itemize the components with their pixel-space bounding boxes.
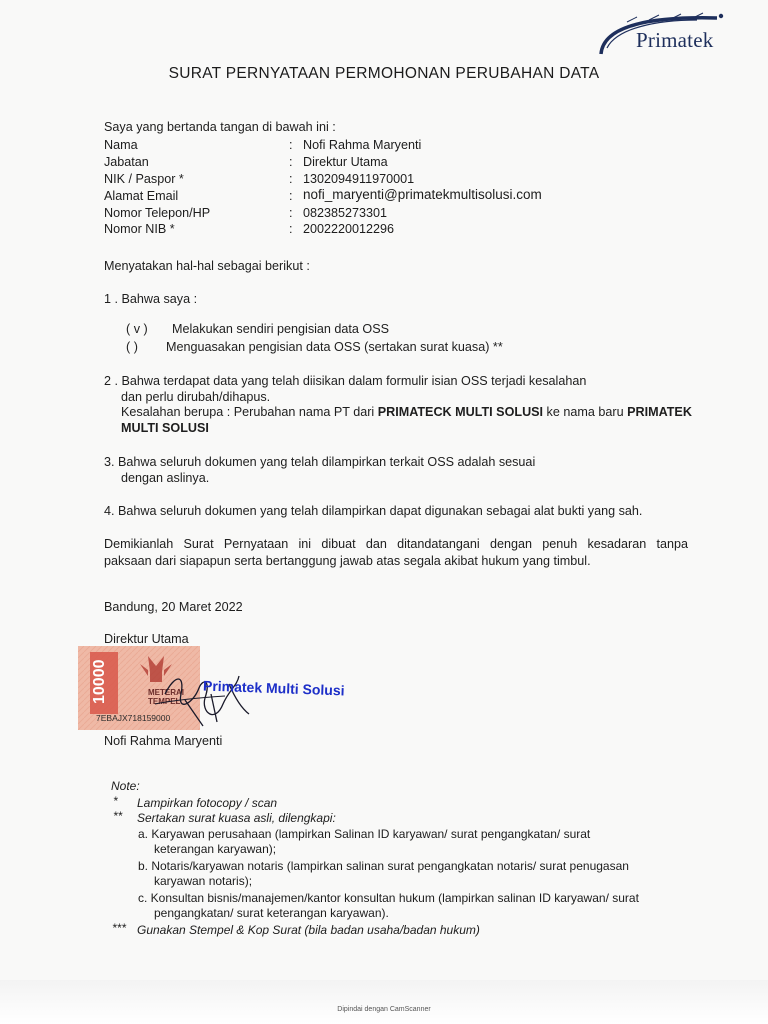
point2-line3-middle: ke nama baru bbox=[543, 405, 628, 419]
note-c-line2: pengangkatan/ surat keterangan karyawan). bbox=[154, 906, 389, 920]
field-label: NIK / Paspor * bbox=[104, 172, 184, 186]
field-label: Jabatan bbox=[104, 155, 149, 169]
field-value: 082385273301 bbox=[303, 206, 388, 220]
point2-line2: dan perlu dirubah/dihapus. bbox=[121, 390, 271, 404]
stamp-label: METERAI TEMPEL bbox=[148, 688, 184, 706]
field-value: 2002220012296 bbox=[303, 222, 395, 236]
field-label: Nomor NIB * bbox=[104, 222, 175, 236]
option1-checkmark: ( v ) bbox=[126, 322, 148, 336]
field-colon: : bbox=[289, 172, 293, 186]
new-company-name-continued: MULTI SOLUSI bbox=[121, 421, 209, 435]
stamp-value: 10000 bbox=[91, 659, 108, 704]
note-b-line1: b. Notaris/karyawan notaris (lampirkan salinan surat pengangkatan notaris/ surat penugasan bbox=[138, 859, 629, 873]
closing-line1: Demikianlah Surat Pernyataan ini dibuat dan ditandatangani dengan penuh kesadaran tanpa bbox=[104, 537, 688, 551]
signer-position: Direktur Utama bbox=[104, 632, 189, 646]
field-value: nofi_maryenti@primatekmultisolusi.com bbox=[303, 187, 542, 202]
point3-line2: dengan aslinya. bbox=[121, 471, 210, 485]
field-label: Nomor Telepon/HP bbox=[104, 206, 211, 220]
field-value: 1302094911970001 bbox=[303, 172, 415, 186]
point3-line1: 3. Bahwa seluruh dokumen yang telah dilampirkan terkait OSS adalah sesuai bbox=[104, 455, 536, 469]
old-company-name: PRIMATECK MULTI SOLUSI bbox=[377, 405, 544, 419]
field-colon: : bbox=[289, 189, 293, 203]
point2-line3-prefix: Kesalahan berupa : Perubahan nama PT dari bbox=[121, 405, 378, 419]
intro-text: Saya yang bertanda tangan di bawah ini : bbox=[104, 120, 336, 134]
note3-text: Gunakan Stempel & Kop Surat (bila badan usaha/badan hukum) bbox=[137, 923, 480, 937]
note-a-line2: keterangan karyawan); bbox=[154, 842, 277, 856]
stamp-serial: 7EBAJX718159000 bbox=[96, 713, 171, 723]
option1-text: Melakukan sendiri pengisian data OSS bbox=[172, 322, 390, 336]
document-title: SURAT PERNYATAAN PERMOHONAN PERUBAHAN DATA bbox=[168, 65, 600, 82]
field-label: Nama bbox=[104, 138, 138, 152]
statement-intro: Menyatakan hal-hal sebagai berikut : bbox=[104, 259, 310, 273]
logo-text: Primatek bbox=[636, 28, 714, 52]
field-colon: : bbox=[289, 155, 293, 169]
company-stamp: Primatek Multi Solusi bbox=[202, 677, 345, 699]
note2-marker: ** bbox=[113, 809, 123, 823]
note3-marker: *** bbox=[112, 921, 127, 935]
field-value: Nofi Rahma Maryenti bbox=[303, 138, 422, 152]
point2-line1: 2 . Bahwa terdapat data yang telah diisikan dalam formulir isian OSS terjadi kesalahan bbox=[104, 374, 587, 388]
note-b-line2: karyawan notaris); bbox=[154, 874, 253, 888]
new-company-name: PRIMATEK bbox=[627, 405, 692, 419]
field-colon: : bbox=[289, 138, 293, 152]
note-heading: Note: bbox=[111, 779, 140, 793]
option2-text: Menguasakan pengisian data OSS (sertakan surat kuasa) ** bbox=[166, 340, 503, 354]
field-colon: : bbox=[289, 206, 293, 220]
note-c-line1: c. Konsultan bisnis/manajemen/kantor konsultan hukum (lampirkan salinan ID karyawan/ surat bbox=[138, 891, 639, 905]
note-a-line1: a. Karyawan perusahaan (lampirkan Salinan ID karyawan/ surat pengangkatan/ surat bbox=[138, 827, 591, 841]
note1-text: Lampirkan fotocopy / scan bbox=[137, 796, 278, 810]
note1-marker: * bbox=[113, 794, 118, 808]
signature-icon bbox=[145, 664, 255, 734]
field-colon: : bbox=[289, 222, 293, 236]
place-date: Bandung, 20 Maret 2022 bbox=[104, 600, 243, 614]
field-value: Direktur Utama bbox=[303, 155, 388, 169]
point1-heading: 1 . Bahwa saya : bbox=[104, 292, 198, 306]
signer-name: Nofi Rahma Maryenti bbox=[104, 734, 223, 748]
scanner-watermark: Dipindai dengan CamScanner bbox=[337, 1006, 431, 1013]
option2-checkmark: ( ) bbox=[126, 340, 138, 354]
closing-line2: paksaan dari siapapun serta bertanggung jawab atas segala akibat hukum yang timbul. bbox=[104, 554, 591, 568]
point4-text: 4. Bahwa seluruh dokumen yang telah dilampirkan dapat digunakan sebagai alat bukti yang sah. bbox=[104, 504, 643, 518]
scan-bottom-edge bbox=[0, 980, 768, 1024]
note2-text: Sertakan surat kuasa asli, dilengkapi: bbox=[137, 811, 336, 825]
field-label: Alamat Email bbox=[104, 189, 179, 203]
point2-line3 bbox=[121, 405, 692, 420]
